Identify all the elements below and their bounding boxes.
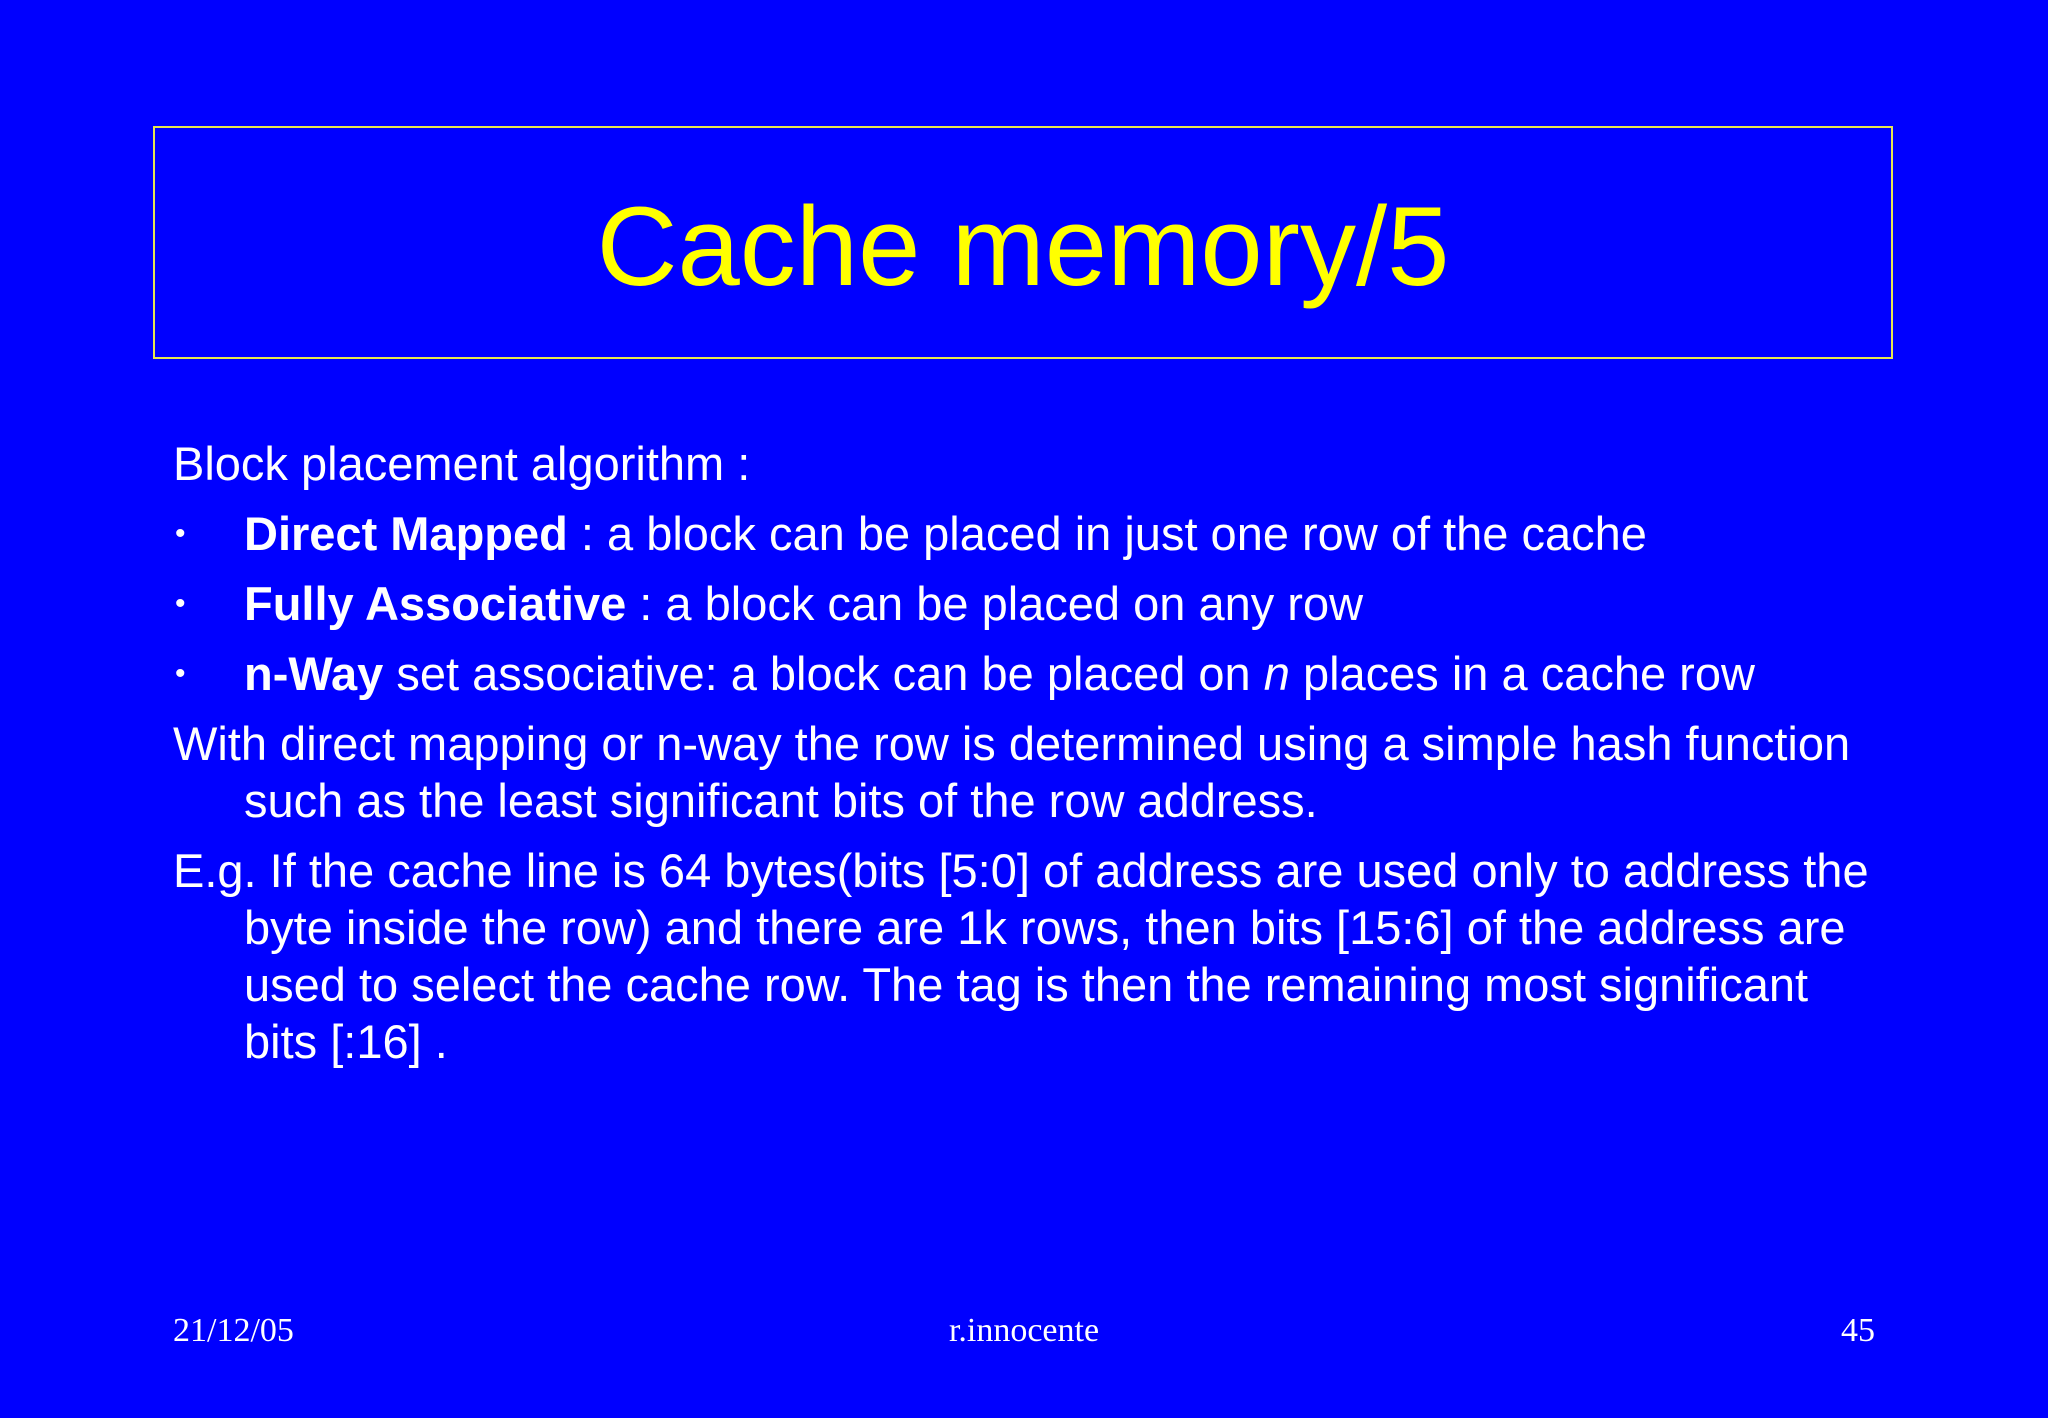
bullet-icon: •: [175, 657, 186, 690]
bullet-term: Direct Mapped: [244, 507, 568, 560]
bullet-term: n-Way: [244, 647, 384, 700]
bullet-description: : a block can be placed in just one row of the cache: [567, 507, 1647, 560]
slide-body: [173, 435, 1893, 1083]
bullet-description-end: places in a cache row: [1289, 647, 1755, 700]
bullet-term: Fully Associative: [244, 577, 627, 630]
bullet-italic-n: n: [1263, 647, 1290, 700]
bullet-item-direct-mapped: [173, 505, 1893, 562]
footer-date: 21/12/05: [173, 1312, 294, 1349]
footer-page-number: 45: [1841, 1312, 1875, 1349]
direct-mapping-paragraph: With direct mapping or n-way the row is determined using a simple hash function such as the least significant bits of the row address.: [173, 717, 1851, 827]
bullet-item-fully-associative: [173, 575, 1893, 632]
bullet-icon: •: [175, 517, 186, 550]
title-frame: [153, 126, 1893, 359]
intro-text: Block placement algorithm :: [173, 437, 751, 490]
bullet-description: set associative: a block can be placed on: [383, 647, 1264, 700]
footer-author: r.innocente: [948, 1312, 1100, 1349]
slide-title: Cache memory/5: [596, 183, 1450, 309]
example-paragraph: E.g. If the cache line is 64 bytes(bits [5:0] of address are used only to address the byte inside the row) and there are 1k rows, then bits [15:6] of the address are used to select the cache row. The tag is then the remaining most significant bits [:16] .: [173, 844, 1869, 1068]
bullet-item-n-way: [173, 645, 1893, 702]
bullet-icon: •: [175, 587, 186, 620]
bullet-description: : a block can be placed on any row: [626, 577, 1364, 630]
